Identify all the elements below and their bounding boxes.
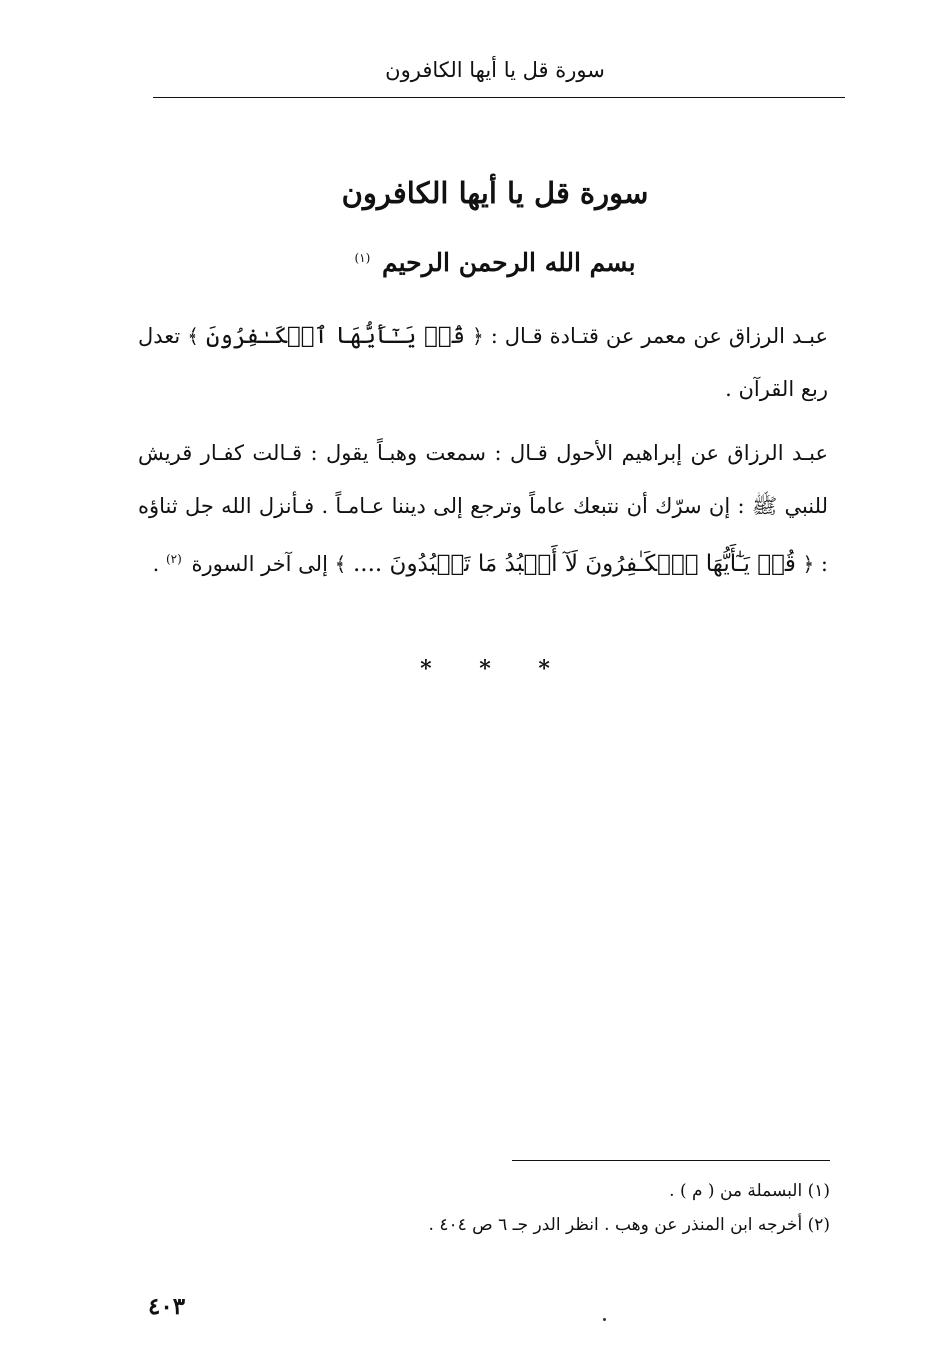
quran-verse: قُلۡ يَـٰٓأَيُّهَا ٱلۡكَـٰفِرُونَ	[205, 323, 466, 349]
ornate-bracket-open: ﴿	[472, 324, 484, 348]
basmala-text: بسم الله الرحمن الرحيم	[382, 248, 636, 277]
paragraph-2-tail: إلى آخر السورة	[191, 552, 328, 576]
footnote-rule	[512, 1160, 830, 1161]
surah-title: سورة قل يا أيها الكافرون	[341, 176, 649, 210]
footnote-1: (١) البسملة من ( م ) .	[669, 1181, 830, 1201]
print-speck	[603, 1318, 606, 1321]
paragraph-1-tail: تعدل ربع القرآن .	[138, 324, 828, 401]
running-head: سورة قل يا أيها الكافرون	[385, 58, 605, 82]
ornate-bracket-close: ﴾	[334, 552, 347, 576]
footnote-2: (٢) أخرجه ابن المنذر عن وهب . انظر الدر جـ ٦ ص ٤٠٤ .	[428, 1215, 830, 1235]
paragraph-2-end: .	[152, 552, 160, 576]
paragraph-2	[138, 427, 828, 591]
paragraph-1-text: عبـد الرزاق عن معمر عن قتـادة قـال :	[490, 324, 828, 348]
paragraph-1	[138, 310, 828, 416]
paragraph-2-text: عبـد الرزاق عن إبراهيم الأحول قـال : سمعت وهبـاً يقول : قـالت كفـار قريش للنبي ﷺ : إن سرّك أن نتبعك عاماً وترجع إلى ديننا عـامـاً . فـأنزل الله جل ثناؤه :	[138, 441, 828, 576]
ornate-bracket-open: ﴿	[802, 552, 815, 576]
header-rule	[153, 97, 845, 98]
paragraph-2-footnote-ref: (٢)	[165, 552, 182, 566]
ornate-bracket-close: ﴾	[187, 324, 199, 348]
basmala-footnote-ref: (١)	[354, 250, 371, 265]
quran-verse: قُلۡ يَـٰٓأَيُّهَا ٱلۡكَـٰفِرُونَ لَآ أَعۡبُدُ مَا تَعۡبُدُونَ ....	[353, 551, 796, 577]
basmala	[150, 248, 840, 277]
page-number: ٤٠٣	[148, 1293, 186, 1320]
section-separator: * * *	[420, 656, 570, 682]
